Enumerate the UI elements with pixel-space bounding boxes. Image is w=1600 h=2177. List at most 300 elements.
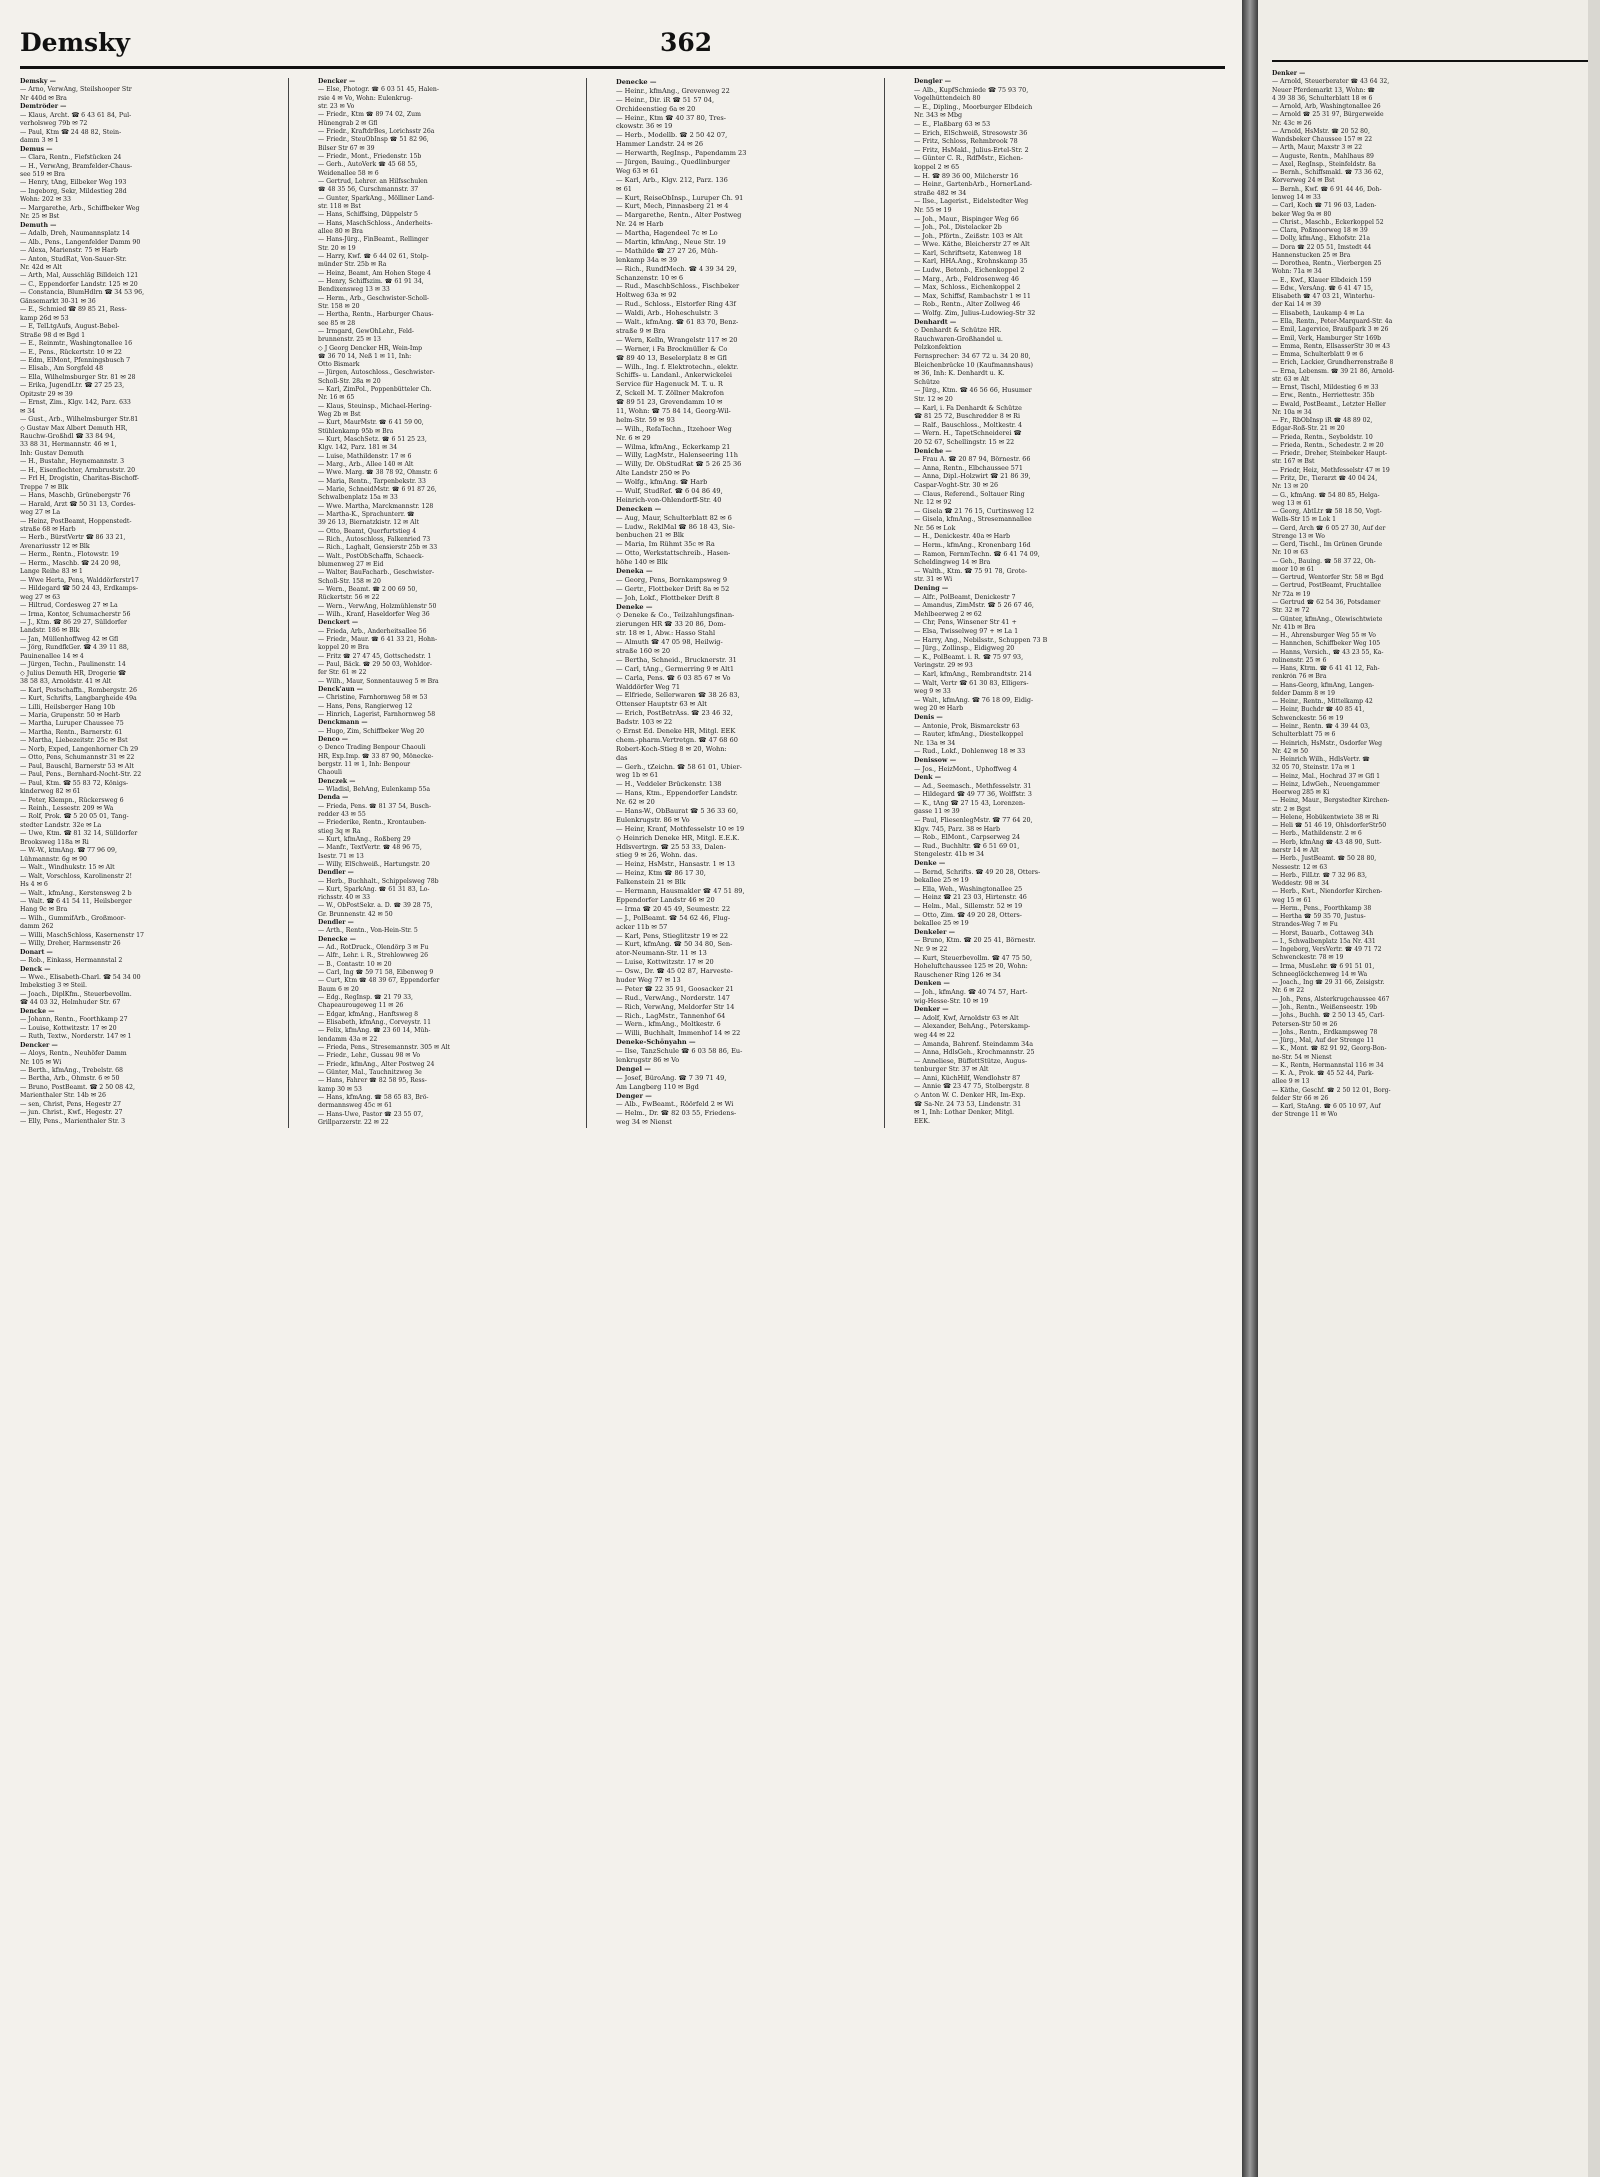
directory-entry-line: — Heinr., Rentn. ☎ 4 39 44 03, [1272, 722, 1370, 730]
directory-entry-line: Dencke — [20, 1007, 55, 1015]
directory-column-4 [914, 78, 1182, 1128]
directory-entry-line: — Herb., JustBeamt. ☎ 50 28 80, [1272, 855, 1377, 863]
directory-entry-line: — Kurt, Schrifts, Langbargheide 49a [20, 695, 137, 703]
directory-entry-line: ✉ 34 [20, 407, 36, 415]
directory-entry-line: — Waldi, Arb., Hoheschulstr. 3 [616, 309, 719, 318]
directory-entry-line: — Felix, kfmAng. ☎ 23 60 14, Müh- [318, 1027, 431, 1035]
directory-entry-line: Nr. 343 ✉ Mbg [914, 112, 963, 120]
directory-entry-line: — Arnold, HsMstr. ☎ 20 52 80, [1272, 127, 1370, 135]
directory-entry-line: — Paul, Bauschl, Barnerstr 53 ✉ Alt [20, 762, 134, 770]
directory-entry-line: Ottenser Hauptstr 63 ✉ Alt [616, 700, 707, 709]
directory-entry-line: — Frieda, Pens., Stresemannstr. 305 ✉ Alt [318, 1044, 451, 1052]
directory-entry-line: — Hans, Maschb, Grünebergstr 76 [20, 492, 131, 500]
directory-entry-line: — Ad., RotDruck., Olendörp 3 ✉ Fu [318, 944, 429, 952]
directory-entry-line: Scholl-Str. 28a ✉ 20 [318, 377, 381, 385]
directory-entry-line: weg 9 ✉ 33 [914, 688, 951, 696]
directory-entry-line: Weg 2b ✉ Bst [318, 411, 361, 419]
directory-entry-line: verholsweg 79b ✉ 72 [20, 120, 88, 128]
directory-entry-line: 39 26 13, Biernatzkistr. 12 ✉ Alt [318, 519, 420, 527]
directory-entry-line: — Osw., Dr. ☎ 45 02 87, Harveste- [616, 967, 733, 976]
directory-entry-line: — Edg., RegInsp. ☎ 21 79 33, [318, 994, 413, 1002]
directory-entry-line: — Hermann, Hausmakler ☎ 47 51 89, [616, 887, 745, 896]
directory-entry-line: Stühlenkamp 95b ✉ Bra [318, 427, 394, 435]
directory-entry-line: — Dorothea, Rentn., Vierbergen 25 [1272, 260, 1382, 268]
directory-entry-line: ✉ 1, Inh: Lothar Denker, Mitgl. [914, 1109, 1015, 1117]
directory-entry-line: — E., Flaßbarg 63 ✉ 53 [914, 120, 991, 128]
directory-entry-line: Nr. 56 ✉ Lok [914, 524, 956, 532]
directory-entry-line: — Friedr., Lehr., Gussau 98 ✉ Vo [318, 1052, 421, 1060]
directory-entry-line: — Wilh., Kranf, Haseldorfer Weg 36 [318, 611, 430, 618]
directory-entry-line: — Hans, Schiffsing, Düppelstr 5 [318, 211, 418, 219]
directory-entry-line: Weddestr. 98 ✉ 34 [1272, 880, 1330, 888]
directory-entry-line: Gr. Brunnenstr. 42 ✉ 50 [318, 910, 393, 918]
directory-entry-line: ◇ Denhardt & Schütze HR. [914, 327, 1002, 335]
directory-entry-line: — Karl, HHA.Ang., Krohnskamp 35 [914, 258, 1028, 266]
directory-entry-line: — Ludw., ReklMal ☎ 86 18 43, Sie- [616, 522, 735, 531]
directory-entry-line: Walddörfer Weg 71 [616, 682, 681, 691]
directory-entry-line: — Frau A. ☎ 20 87 94, Börnestr. 66 [914, 456, 1031, 464]
directory-entry-line: — Erna, Lebensm. ☎ 39 21 86, Arnold- [1272, 367, 1395, 375]
directory-entry-line: — Gisela ☎ 21 76 15, Curtinsweg 12 [914, 507, 1035, 515]
directory-entry-line: — K. A., Prok. ☎ 45 52 44, Park- [1272, 1070, 1374, 1078]
directory-entry-line: Bendixensweg 13 ✉ 33 [318, 286, 390, 294]
directory-entry-line: redder 43 ✉ 55 [318, 810, 366, 818]
directory-entry-line: — Peter ☎ 22 35 91, Goosacker 21 [616, 984, 734, 993]
directory-entry-line: Edgar-Roß-Str. 21 ✉ 20 [1272, 425, 1345, 433]
directory-entry-line: Denecke — [318, 935, 356, 943]
directory-entry-line: — Ludw., Betonb., Eichenkoppel 2 [914, 267, 1025, 275]
directory-entry-line: — Elisabeth, Laukamp 4 ✉ La [1272, 309, 1365, 317]
directory-entry-line: — Claus, Referend., Soltauer Ring [914, 490, 1025, 498]
directory-entry-line: Caspar-Voght-Str. 30 ✉ 26 [914, 481, 999, 489]
directory-entry-line: — Rich., Autoschloss, Falkenried 73 [318, 536, 431, 544]
directory-entry-line: Wells-Str 15 ✉ Lok 1 [1272, 516, 1337, 524]
directory-entry-line: — Günter C. R., RdfMstr., Eichen- [914, 155, 1023, 163]
directory-entry-line: — W., ObPostSekr. a. D. ☎ 39 28 75, [318, 902, 433, 910]
directory-entry-line: — Ilse, TanzSchule ☎ 6 03 58 86, Eu- [616, 1047, 743, 1056]
directory-entry-line: — Elisab., Am Sorgfeld 48 [20, 365, 104, 373]
directory-entry-line: — Kurt, Steuerbevollm. ☎ 47 75 50, [914, 954, 1032, 962]
directory-entry-line: lendamm 43a ✉ 22 [318, 1035, 378, 1043]
directory-entry-line: — Emil, Verk, Hamburger Str 169b [1272, 334, 1382, 342]
directory-entry-line: — Heinz, Mal., Hochrad 37 ✉ Gfl 1 [1272, 772, 1381, 780]
directory-entry-line: — Hans, Fahrer ☎ 82 58 95, Ress- [318, 1077, 427, 1085]
directory-entry-line: — J., PolBeamt. ☎ 54 62 46, Flug- [616, 913, 731, 922]
directory-entry-line: — Harry, Ang., Nebilsstr., Schuppen 73 B [914, 636, 1048, 644]
directory-entry-line: — Alexander, BehAng., Peterskamp- [914, 1023, 1031, 1031]
directory-entry-line: Nr. 13a ✉ 34 [914, 739, 956, 747]
directory-entry-line: — E., Schmied ☎ 89 85 21, Ress- [20, 306, 127, 314]
directory-entry-line: — Wolfg., kfmAng. ☎ Harb [616, 478, 708, 487]
directory-entry-line: — Norb, Exped, Langenhorner Ch 29 [20, 745, 139, 753]
directory-entry-line: — Henry, Schiffszim. ☎ 61 91 34, [318, 277, 424, 285]
directory-entry-line: Landstr. 186 ✉ Blk [20, 627, 80, 635]
directory-entry-line: — Walt. ☎ 6 41 54 11, Heilsberger [20, 897, 132, 905]
directory-entry-line: — Edgar, kfmAng., Hanftsweg 8 [318, 1010, 419, 1018]
directory-entry-line: Denhardt — [914, 318, 957, 326]
directory-entry-line: Alte Landstr 250 ✉ Po [616, 469, 690, 478]
directory-entry-line: — Rud., MaschbSchloss., Fischbeker [616, 282, 740, 291]
directory-entry-line: — Ella, Weh., Washingtonallee 25 [914, 885, 1023, 893]
directory-entry-line: — Willy, LagMstr., Halenseering 11h [616, 451, 739, 460]
directory-entry-line: Nr. 42d ✉ Alt [20, 263, 62, 271]
directory-entry-line: — Alb., KupfSchmiede ☎ 75 93 70, [914, 86, 1029, 94]
directory-entry-line: — Frieda, Rentn., Schedestr. 2 ✉ 20 [1272, 441, 1384, 449]
directory-entry-line: — Wilh., Ing. f. Elektrotechn., elektr. [616, 362, 739, 371]
directory-entry-line: — Edm, ElMont, Pfenningsbusch 7 [20, 356, 131, 364]
directory-entry-line: Denkeler — [914, 928, 956, 936]
directory-entry-line: Avenariusstr 12 ✉ Blk [20, 542, 90, 550]
directory-entry-line: — Werner, i Fa Brockmüller & Co [616, 344, 728, 353]
directory-entry-line: — Hiltrud, Cordesweg 27 ✉ La [20, 602, 118, 610]
directory-entry-line: weg 15 ✉ 61 [1272, 896, 1312, 904]
directory-entry-line: — Margarethe, Rentn., Alter Postweg [616, 211, 742, 220]
directory-entry-line: Hdlsvertrgn. ☎ 25 53 33, Dalen- [616, 842, 727, 851]
directory-entry-line: bergstr. 11 ✉ 1, Inh: Benpour [318, 760, 411, 768]
directory-entry-line: HR, Exp.Imp. ☎ 33 87 90, Mönecke- [318, 752, 434, 760]
directory-entry-line: Z, Sckell M. T. Zöllner Makrofon [616, 389, 725, 398]
directory-entry-line: — K., PolBeamt. i. R. ☎ 75 97 93, [914, 653, 1024, 661]
directory-entry-line: — jun. Christ., Kwf., Hegestr. 27 [20, 1109, 123, 1117]
directory-entry-line: Nr. 43c ✉ 26 [1272, 119, 1312, 127]
directory-entry-line: beker Weg 9a ✉ 80 [1272, 210, 1332, 218]
directory-entry-line: dermannsweg 45c ✉ 61 [318, 1102, 393, 1110]
directory-entry-line: ator-Neumann-Str. 11 ✉ 13 [616, 949, 707, 958]
directory-entry-line: — Alexa, Marienstr. 75 ✉ Harb [20, 247, 118, 255]
directory-entry-line: — Günter, Mal., Tauchnitzweg 3e [318, 1069, 422, 1077]
directory-entry-line: Hoheluftchaussee 125 ✉ 20, Wohn: [914, 963, 1028, 971]
directory-entry-line: — Gertrud, Wentorfer Str. 58 ✉ Bgd [1272, 574, 1384, 582]
directory-entry-line: — Max, Schiffsf, Rambachstr 1 ✉ 11 [914, 292, 1031, 300]
directory-entry-line: Robert-Koch-Stieg 8 ✉ 20, Wohn: [616, 744, 727, 753]
directory-entry-line: Nr. 13 ✉ 20 [1272, 483, 1309, 491]
directory-entry-line: — Jan, Müllenhoffweg 42 ✉ Gfl [20, 635, 119, 643]
directory-entry-line: str. 18 ✉ 1, Abw.: Hasso Stahl [616, 629, 716, 638]
directory-entry-line: chem.-pharm.Vertretgn. ☎ 47 68 60 [616, 735, 738, 744]
directory-entry-line: Heerweg 285 ✉ Ki [1272, 789, 1330, 797]
directory-entry-line: — Gerh., tZeichn. ☎ 58 61 01, Ubier- [616, 762, 742, 771]
right-page-column [1272, 70, 1588, 1120]
page-number: 362 [660, 28, 713, 57]
directory-entry-line: — Gerd, Arch ☎ 6 05 27 30, Auf der [1272, 524, 1386, 532]
directory-entry-line: Inh: Gustav Demuth [20, 449, 84, 457]
directory-entry-line: Klgv. 142, Parz. 181 ✉ 34 [318, 444, 398, 452]
directory-entry-line: — Bertha, Schneid., Brucknerstr. 31 [616, 655, 737, 664]
directory-entry-line: — Manfr., TextVertr. ☎ 48 96 75, [318, 844, 422, 852]
directory-entry-line: Brooksweg 118a ✉ Ri [20, 838, 89, 846]
directory-entry-line: weg 20 ✉ Harb [914, 705, 964, 713]
directory-entry-line: Pelzkonfektion [914, 344, 962, 352]
directory-entry-line: ◇ Gustav Max Albert Demuth HR, [20, 424, 128, 432]
directory-entry-line: — Henry, tAng, Eilbeker Weg 193 [20, 179, 127, 187]
directory-entry-line: — Kurt, Mech, Pinnasberg 21 ✉ 4 [616, 202, 729, 211]
directory-entry-line: — Friedr., Maur. ☎ 6 41 33 21, Hohn- [318, 635, 438, 643]
directory-entry-line: — Otto, Beamt, Querfurtstieg 4 [318, 527, 417, 535]
directory-entry-line: — Joh., kfmAng. ☎ 40 74 57, Hart- [914, 988, 1028, 996]
directory-entry-line: — Helene, Hobükentwiete 38 ✉ Ri [1272, 813, 1379, 821]
directory-entry-line: — Frieda, Rentn., Seyboldstr. 10 [1272, 433, 1373, 441]
directory-entry-line: Denke — [914, 860, 946, 868]
directory-entry-line: Rauschener Ring 126 ✉ 34 [914, 971, 1002, 979]
directory-entry-line: — Ad., Seemasch., Methfesselstr. 31 [914, 782, 1032, 790]
directory-entry-line: Str. 158 ✉ 20 [318, 302, 360, 310]
directory-entry-line: — Wilh., GummifArb., Großmoor- [20, 914, 126, 922]
directory-entry-line: Dendler — [318, 869, 354, 877]
directory-entry-line: — Wulf, StudRef. ☎ 6 04 86 49, [616, 486, 723, 495]
directory-entry-line: — Heinz, Beamt, Am Hohen Stege 4 [318, 269, 431, 277]
directory-entry-line: ☎ 48 35 56, Curschmannstr. 37 [318, 186, 419, 194]
directory-entry-line: — Heinr., Dir. iR ☎ 51 57 04, [616, 95, 715, 104]
directory-entry-line: Imbekstieg 3 ✉ Steil. [20, 982, 87, 990]
directory-entry-line: — Aug, Maur, Schulterblatt 82 ✉ 6 [616, 513, 732, 522]
directory-entry-line: — Rud., VerwAng., Norderstr. 147 [616, 993, 730, 1002]
directory-entry-line: — Walter, BauFacharb., Geschwister- [318, 569, 435, 577]
directory-entry-line: — Paul, Ktm ☎ 24 48 82, Stein- [20, 128, 122, 136]
directory-entry-line: — Kurt, SparkAng. ☎ 61 31 83, Lo- [318, 885, 430, 893]
directory-entry-line: Stengelestr. 41b ✉ 34 [914, 851, 985, 859]
directory-entry-line: str. 23 ✉ Vo [318, 102, 355, 110]
directory-entry-line: Nr. 9 ✉ 22 [914, 945, 948, 953]
directory-entry-line: Fernsprecher: 34 67 72 u. 34 20 80, [914, 353, 1031, 360]
directory-entry-line: — B., Contastr. 10 ✉ 20 [318, 960, 392, 968]
directory-entry-line: — Herb., Kwt., Niendorfer Kirchen- [1272, 888, 1383, 896]
directory-entry-line: — Karl, ZimPol., Poppenbütteler Ch. [318, 386, 432, 394]
directory-entry-line: — Frl H, Drogistin, Charitas-Bischoff- [20, 475, 139, 483]
directory-entry-line: — Helm., Dr. ☎ 82 03 55, Friedens- [616, 1109, 737, 1118]
directory-entry-line: — Hildegard ☎ 49 77 36, Wolffstr. 3 [914, 791, 1032, 799]
directory-entry-line: — Gertrud, Lehrer. an Hilfsschulen [318, 177, 428, 185]
directory-entry-line: — Alfr., Lehr. i. R., Strehlowweg 26 [318, 952, 429, 960]
directory-entry-line: — Irma, MusLehr. ☎ 6 91 51 01, [1272, 962, 1375, 970]
directory-entry-line: Nr 440d ✉ Bra [20, 94, 67, 102]
directory-entry-line: Nessestr. 12 ✉ 63 [1272, 863, 1328, 871]
directory-entry-line: — Berth., kfmAng., Trebelstr. 68 [20, 1067, 124, 1075]
directory-entry-line: felder Damm 8 ✉ 19 [1272, 689, 1335, 697]
directory-entry-line: — Uwe, Ktm. ☎ 81 32 14, Sülldorfer [20, 830, 138, 838]
directory-entry-line: — Willi, MaschSchloss, Kasernenstr 17 [20, 931, 145, 939]
directory-entry-line: — Ingeborg, Sekr, Mildestieg 28d [20, 187, 127, 195]
directory-entry-line: — Elfriede, Sellerwaren ☎ 38 26 83, [616, 691, 740, 700]
directory-entry-line: Eulenkrugstr. 86 ✉ Vo [616, 815, 690, 824]
directory-entry-line: — Paul, FliesenlegMstr. ☎ 77 64 20, [914, 817, 1033, 825]
directory-entry-line: damm 3 ✉ 1 [20, 137, 59, 145]
directory-entry-line: — Wladisl, BehAng, Eulenkamp 55a [318, 785, 431, 793]
directory-entry-line: — Bernd, Schrifts. ☎ 49 20 28, Otters- [914, 868, 1041, 876]
directory-entry-line: see 85 ✉ 28 [318, 319, 356, 327]
directory-entry-line: — Fr., RbObInsp iR ☎ 48 89 02, [1272, 417, 1373, 425]
directory-entry-line: ◇ Ernst Ed. Deneke HR, Mitgl. EEK [616, 727, 736, 736]
directory-entry-line: — H. ☎ 89 36 00, Milcherstr 16 [914, 172, 1019, 180]
directory-entry-line: str. 2 ✉ Bgst [1272, 805, 1311, 813]
directory-entry-line: — Wilh., Maur, Sonnentauweg 5 ✉ Bra [318, 677, 439, 685]
directory-entry-line: — Horst, Bauarb., Cottaweg 34h [1272, 929, 1374, 937]
directory-entry-line: — Hugo, Zim, Schiffbeker Weg 20 [318, 727, 425, 735]
directory-entry-line: ckowstr. 36 ✉ 19 [616, 122, 673, 131]
directory-entry-line: Nr. 10a ✉ 34 [1272, 408, 1312, 416]
directory-entry-line: — Josef, BüroAng. ☎ 7 39 71 49, [616, 1073, 727, 1082]
directory-entry-line: Weidenallee 58 ✉ 6 [318, 169, 379, 177]
directory-entry-line: — Heinz, Maur., Bergstedter Kirchen- [1272, 797, 1390, 805]
directory-entry-line: stieg 3q ✉ Ra [318, 827, 361, 835]
directory-entry-line: — Heinrich Wilh., HdlsVertr. ☎ [1272, 756, 1370, 764]
directory-entry-line: — Erich, PostBetrAss. ☎ 23 46 32, [616, 709, 733, 718]
directory-entry-line: — Alfr., PolBeamt, Denickestr 7 [914, 593, 1016, 601]
directory-entry-line: Badstr. 103 ✉ 22 [616, 718, 673, 727]
directory-entry-line: rsie 4 ✉ Vo, Wohn: Eulenkrug- [318, 94, 413, 102]
directory-entry-line: — Jürg., Zollinsp., Eidigweg 20 [914, 645, 1015, 653]
directory-entry-line: — Bruno, PostBeamt. ☎ 2 50 08 42, [20, 1083, 136, 1091]
directory-entry-line: — Emil, Lagervice, Braußpark 3 ✉ 26 [1272, 326, 1389, 334]
directory-entry-line: — Elly, Pens., Marienthaler Str. 3 [20, 1117, 126, 1125]
directory-entry-line: — Ernst, Zim., Klgv. 142, Parz. 633 [20, 399, 131, 407]
directory-entry-line: — Heinrich, HsMstr., Osdorfer Weg [1272, 739, 1383, 747]
directory-entry-line: — Paul, Bäck. ☎ 29 50 03, Wohldor- [318, 660, 432, 668]
directory-entry-line: zierungen HR ☎ 33 20 86, Dom- [616, 620, 726, 629]
directory-entry-line: Denis — [914, 713, 943, 721]
book-spine [1242, 0, 1258, 2177]
directory-entry-line: allee 9 ✉ 13 [1272, 1078, 1310, 1086]
directory-entry-line: Dendler — [318, 919, 354, 927]
directory-entry-line: — Friedr., SteuObInsp ☎ 51 82 96, [318, 136, 429, 144]
directory-entry-line: — Aloys, Rentn., Neuhöfer Damm [20, 1050, 127, 1058]
directory-entry-line: — Erw., Rentn., Herriettestr. 35b [1272, 392, 1375, 400]
directory-entry-line: — Ernst, Tischl, Mildestieg 6 ✉ 33 [1272, 384, 1379, 392]
directory-entry-line: Denda — [318, 794, 349, 802]
directory-entry-line: 4 39 38 36, Schulterblatt 18 ✉ 6 [1272, 94, 1373, 102]
directory-entry-line: — Marg., Arb., Allee 140 ✉ Alt [318, 461, 414, 469]
directory-entry-line: — Heinz, HsMstr., Hansastr. 1 ✉ 13 [616, 860, 735, 869]
directory-entry-line: — Rich., RundfMech. ☎ 4 39 34 29, [616, 264, 737, 273]
directory-entry-line: — Heinz, Ktm ☎ 86 17 30, [616, 869, 706, 878]
directory-entry-line: — Joh., Pol., Distelacker 2b [914, 224, 1002, 232]
directory-entry-line: weg 34 ✉ Nienst [616, 1118, 672, 1127]
directory-entry-line: Nr. 62 ✉ 20 [616, 798, 655, 807]
directory-entry-line: — Willy, ElSchweiß., Hartungstr. 20 [318, 860, 430, 868]
directory-entry-line: Wandsbeker Chaussee 157 ✉ 22 [1272, 136, 1373, 144]
directory-entry-line: — Hans-Georg, kfmAng, Langen- [1272, 681, 1375, 689]
directory-entry-line: Dengel — [616, 1064, 651, 1073]
directory-entry-line: — Joach., Ing ☎ 29 31 66, Zeisigstr. [1272, 979, 1385, 987]
directory-entry-line: — Heinz, LdwGeh., Neuengammer [1272, 780, 1380, 788]
directory-entry-line: — Christ., Maschb., Eckerkoppel 52 [1272, 218, 1384, 226]
directory-entry-line: — Elsa, Twisselweg 97 + ✉ La 1 [914, 628, 1019, 635]
directory-entry-line: — Hans, Ktrm. ☎ 6 41 41 12, Fah- [1272, 665, 1380, 673]
directory-entry-line: — Gisela, kfmAng., Stresemannallee [914, 516, 1032, 524]
directory-entry-line: — Jürg., Mal, Auf der Strenge 11 [1272, 1037, 1375, 1045]
directory-entry-line: — Hans-W., ObBaurat ☎ 5 36 33 60, [616, 807, 739, 816]
directory-entry-line: — Clara, Poßmoorweg 18 ✉ 39 [1272, 227, 1368, 235]
directory-entry-line: Hang 9c ✉ Bra [20, 906, 68, 914]
directory-entry-line: — Hans-Jürg., FinBeamt., Rellinger [318, 236, 429, 244]
directory-entry-line: — Joach., DiplKfm., Steuerbevollm. [20, 990, 132, 998]
directory-entry-line: acker 11b ✉ 57 [616, 922, 668, 931]
header-name-range: Demsky [20, 28, 130, 57]
directory-entry-line: helm-Str. 59 ✉ 93 [616, 415, 675, 424]
directory-entry-line: — Amanda, Bahrenf. Steindamm 34a [914, 1040, 1034, 1048]
directory-entry-line: — Martha, Luruper Chaussee 75 [20, 720, 124, 728]
directory-entry-line: Nr. 55 ✉ 19 [914, 206, 952, 214]
directory-entry-line: — Günter, kfmAng., Olewischtwiete [1272, 615, 1383, 623]
directory-entry-line: Dening — [914, 585, 949, 593]
directory-entry-line: ☎ 89 40 13, Beselerplatz 8 ✉ Gfl [616, 353, 727, 362]
directory-entry-line: Neuer Pferdemarkt 13, Wohn: ☎ [1272, 86, 1375, 94]
directory-entry-line: — Rud., Schloss., Elstorfer Ring 43f [616, 300, 736, 309]
directory-entry-line: — Martha, Liebezeitstr. 25c ✉ Bst [20, 737, 128, 745]
directory-entry-line: — Joh., Maur., Bispinger Weg 66 [914, 215, 1019, 223]
directory-entry-line: benbuchen 21 ✉ Blk [616, 531, 684, 540]
directory-entry-line: — Kurt, kfmAng., Roßberg 29 [318, 835, 411, 843]
directory-entry-line: der Kai 14 ✉ 39 [1272, 301, 1322, 309]
directory-entry-line: koppel 2 ✉ 65 [914, 163, 960, 171]
directory-entry-line: — Curt, Ktm ☎ 48 39 67, Eppendorfer [318, 977, 440, 985]
directory-entry-line: — Constancia, BlumHdlrn ☎ 34 53 96, [20, 289, 145, 297]
directory-entry-line: — Auguste, Rentn., Mahlhaus 89 [1272, 152, 1374, 160]
directory-entry-line: straße 482 ✉ 34 [914, 189, 967, 197]
directory-entry-line: str. 167 ✉ Bst [1272, 458, 1315, 466]
directory-entry-line: kamp 30 ✉ 53 [318, 1085, 362, 1093]
directory-entry-line: Schwalbenplatz 15a ✉ 33 [318, 494, 398, 502]
directory-entry-line: — Hertha, Rentn., Harburger Chaus- [318, 311, 434, 319]
directory-entry-line: — Fritz, HsMakl., Julius-Ertel-Str. 2 [914, 146, 1029, 154]
directory-entry-line: — W.-W., ktmAng. ☎ 77 96 09, [20, 847, 117, 855]
directory-entry-line: — Bertha, Arb., Ohmstr. 6 ✉ 50 [20, 1075, 120, 1083]
directory-entry-line: gasse 11 ✉ 39 [914, 808, 960, 816]
directory-entry-line: brunnenstr. 25 ✉ 13 [318, 336, 381, 344]
directory-entry-line: — Walt., kfmAng. ☎ 61 83 70, Benz- [616, 318, 739, 327]
directory-entry-line: — Willi, Buchhalt, Immenhof 14 ✉ 22 [616, 1029, 741, 1038]
directory-entry-line: — Luise, Kottwitzstr. 17 ✉ 20 [616, 958, 714, 967]
directory-entry-line: — E, TelLtgAufs, August-Bebel- [20, 323, 120, 331]
directory-entry-line: renkrón 76 ✉ Bra [1272, 673, 1327, 681]
directory-entry-line: lenkrugstr 86 ✉ Vo [616, 1055, 680, 1064]
directory-entry-line: — Max, Schloss., Eichenkoppel 2 [914, 284, 1021, 292]
directory-entry-line: — Adolf, Kwf, Arnoldstr 63 ✉ Alt [914, 1014, 1019, 1022]
directory-entry-line: — Heinr, Kranf, Mothfesselstr 10 ✉ 19 [616, 824, 745, 833]
directory-entry-line: — Wwe. Käthe, Bleicherstr 27 ✉ Alt [914, 241, 1030, 249]
directory-entry-line: — Anna, Rentn., Elbchaussee 571 [914, 464, 1023, 472]
directory-entry-line: Opitzstr 29 ✉ 39 [20, 390, 73, 398]
directory-entry-line: — Joh., Pförtn., Zeißstr. 103 ✉ Alt [914, 232, 1023, 240]
directory-entry-line: — Erika, JugendLtr. ☎ 27 25 23, [20, 382, 125, 390]
directory-entry-line: — Dora ☎ 22 05 51, Imstedt 44 [1272, 243, 1372, 251]
directory-entry-line: — Mathilde ☎ 27 27 26, Müh- [616, 246, 718, 255]
directory-entry-line: Service für Hagenuck M. T. u. R [616, 380, 723, 389]
directory-entry-line: Klgv. 745, Parz. 38 ✉ Harb [914, 825, 1001, 833]
directory-entry-line: — Anna, Dipl.-Holzwirt ☎ 21 86 39, [914, 473, 1031, 481]
directory-entry-line: — Karl, Postschaffn., Rombergstr. 26 [20, 686, 137, 694]
directory-entry-line: — Herm., Arb., Geschwister-Scholl- [318, 294, 430, 302]
directory-entry-line: ☎ 89 51 23, Grevendamm 10 ✉ [616, 398, 723, 407]
directory-entry-line: Korverweg 24 ✉ Bst [1272, 177, 1335, 185]
header-rule [20, 66, 1225, 69]
directory-entry-line: ☎ 44 03 32, Helmhuder Str. 67 [20, 999, 121, 1007]
directory-entry-line: — Carl, Koch ☎ 71 96 03, Laden- [1272, 202, 1377, 210]
directory-entry-line: Grillparzerstr. 22 ✉ 22 [318, 1119, 389, 1127]
directory-entry-line: — K., Mont. ☎ 82 91 92, Georg-Bon- [1272, 1045, 1387, 1053]
directory-entry-line: Denckmann — [318, 719, 368, 727]
directory-entry-line: — Herb., Buchhalt., Schippelsweg 78b [318, 877, 439, 885]
directory-entry-line: — Kurt, kfmAng. ☎ 50 34 80, Sen- [616, 940, 733, 949]
directory-entry-line: — Marie, SchneidMstr. ☎ 6 91 87 26, [318, 486, 437, 494]
directory-entry-line: stieg 9 ✉ 26, Wohn. das. [616, 851, 698, 860]
directory-entry-line: — Edw., VersAng. ☎ 6 41 47 15, [1272, 284, 1373, 292]
directory-entry-line: Str. 32 ✉ 72 [1272, 607, 1310, 615]
directory-entry-line: — Johs., Buchh. ☎ 2 50 13 45, Carl- [1272, 1012, 1385, 1020]
directory-entry-line: Schütze [914, 378, 940, 386]
directory-entry-line: Hünengrab 2 ✉ Gfl [318, 119, 378, 127]
directory-entry-line: — Hans, MaschSchloss., Anderheits- [318, 219, 433, 227]
directory-entry-line: — Otto, Werkstattschreib., Hasen- [616, 549, 731, 558]
